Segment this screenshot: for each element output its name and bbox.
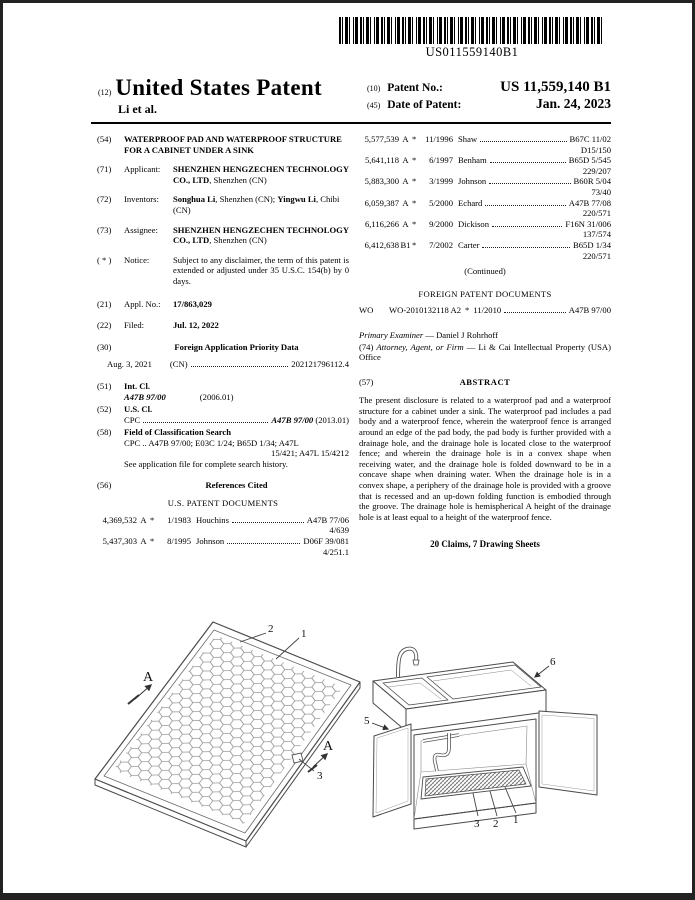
ref-r-star: * bbox=[412, 197, 417, 208]
field-51: (51) Int. Cl. A47B 97/00 (2006.01) bbox=[97, 380, 234, 402]
field-notice: ( * ) Notice: Subject to any disclaimer, the term of this patent is extended or adjusted under 35 U.S.C. 154(b) by 0 days. bbox=[97, 254, 349, 286]
page-sheet bbox=[3, 3, 692, 893]
invention-title: WATERPROOF PAD AND WATERPROOF STRUCTURE FOR A CABINET UNDER A SINK bbox=[124, 134, 342, 155]
right-door bbox=[539, 711, 597, 795]
field-71: (71) Applicant: SHENZHEN HENGZECHEN TECHNOLOGY CO., LTD, Shenzhen (CN) bbox=[97, 164, 349, 185]
pad-label-a2: A bbox=[323, 739, 334, 754]
ref-subclass: 220/571 bbox=[582, 250, 611, 261]
ref-r-name: Carter bbox=[458, 239, 480, 250]
us-ref-row bbox=[97, 536, 349, 547]
header-rule bbox=[91, 122, 611, 124]
header-left bbox=[98, 75, 322, 117]
ref-r-date: 7/2002 bbox=[429, 239, 453, 250]
attorney-line: (74) Attorney, Agent, or Firm — Li & Cai Intellectual Property (USA) Office bbox=[359, 341, 611, 363]
dotted-leader bbox=[482, 240, 570, 248]
us-ref-row bbox=[359, 176, 611, 187]
ref-r-date: 11/1996 bbox=[425, 134, 453, 144]
ref-r-kind: A bbox=[140, 536, 147, 547]
dotted-leader bbox=[492, 219, 562, 227]
date-value: Jan. 24, 2023 bbox=[535, 96, 611, 111]
abstract-title: ABSTRACT bbox=[459, 376, 511, 387]
foreign-ref-row: WO WO-2010132118 A2 * 11/2010 A47B 97/00 bbox=[359, 305, 611, 316]
ref-class: A47B 77/06 bbox=[306, 514, 349, 525]
ref-r-name: Benham bbox=[458, 155, 487, 166]
ref-class: B60R 5/04 bbox=[573, 176, 611, 187]
us-ref-row bbox=[97, 515, 349, 526]
ref-class: A47B 77/08 bbox=[568, 197, 611, 208]
figure-waterproof-pad bbox=[83, 617, 365, 859]
section-tick-a1 bbox=[128, 695, 139, 704]
ref-r-star: * bbox=[150, 536, 155, 547]
patent-no-label: (10) Patent No.: bbox=[367, 82, 443, 94]
ref-r-name: Shaw bbox=[458, 134, 478, 144]
leader-6 bbox=[535, 666, 549, 677]
ref-subclass: D15/150 bbox=[580, 144, 611, 155]
ref-r-kind: A bbox=[140, 514, 147, 525]
us-patent-docs-header: U.S. PATENT DOCUMENTS bbox=[167, 498, 279, 509]
date-label: (45) Date of Patent: bbox=[367, 99, 462, 111]
us-ref-row bbox=[359, 134, 611, 145]
ref-r-num: 5,883,300 bbox=[364, 176, 399, 187]
barcode-number: US011559140B1 bbox=[425, 45, 519, 59]
field-54: (54) WATERPROOF PAD AND WATERPROOF STRUCTURE FOR A CABINET UNDER A SINK bbox=[97, 134, 349, 155]
dotted-leader bbox=[232, 515, 304, 523]
dotted-leader bbox=[480, 134, 566, 142]
barcode bbox=[339, 17, 605, 44]
field-56: (56) References Cited bbox=[97, 480, 349, 491]
field-58: (58) Field of Classification Search CPC .. A47B 97/00; E03C 1/24; B65D 1/34; A47L 15/421; A47L 15/4212 See application file for complete search history. bbox=[97, 427, 349, 470]
section-tick-a2 bbox=[308, 765, 317, 772]
field-72: (72) Inventors: Songhua Li, Shenzhen (CN); Yingwu Li, Chibi (CN) bbox=[97, 194, 349, 215]
cabinet-label-5: 5 bbox=[364, 715, 370, 727]
us-ref-row bbox=[359, 198, 611, 209]
examiner-line: Primary Examiner — Daniel J Rohrhoff bbox=[359, 329, 498, 340]
notice-text: Subject to any disclaimer, the term of this patent is extended or adjusted under 35 U.S.C. 154(b) by 0 days. bbox=[173, 254, 349, 286]
ref-r-num: 6,412,638 bbox=[364, 239, 399, 250]
ref-r-star: * bbox=[412, 176, 417, 187]
us-ref-row bbox=[359, 219, 611, 230]
priority-header: Foreign Application Priority Data bbox=[174, 341, 299, 352]
ref-subclass: 229/207 bbox=[582, 165, 611, 176]
right-column bbox=[359, 134, 611, 550]
filed-date: Jul. 12, 2022 bbox=[173, 320, 219, 331]
dotted-leader bbox=[504, 305, 566, 313]
ref-class: B65D 5/545 bbox=[568, 155, 611, 166]
ref-r-name: Dickison bbox=[458, 218, 490, 229]
us-ref-row bbox=[359, 240, 611, 251]
ref-r-star: * bbox=[412, 239, 417, 250]
dotted-leader bbox=[191, 359, 289, 367]
leader-5 bbox=[372, 723, 388, 729]
field-22: (22) Filed: Jul. 12, 2022 bbox=[97, 320, 349, 331]
priority-row: Aug. 3, 2021 (CN) 202121796112.4 bbox=[107, 359, 349, 370]
pad-label-3: 3 bbox=[317, 770, 323, 782]
ref-r-num: 6,116,266 bbox=[364, 218, 399, 229]
cabinet-label-3: 3 bbox=[474, 818, 480, 830]
ref-r-kind: B1 bbox=[400, 239, 411, 250]
field-73: (73) Assignee: SHENZHEN HENGZECHEN TECHNOLOGY CO., LTD, Shenzhen (CN) bbox=[97, 224, 349, 246]
dotted-leader bbox=[485, 198, 565, 206]
dotted-leader bbox=[143, 415, 268, 423]
left-door bbox=[373, 724, 411, 817]
us-refs-right bbox=[359, 134, 611, 261]
ref-r-kind: A bbox=[402, 197, 409, 208]
left-column bbox=[97, 134, 349, 557]
ref-class: D06F 39/081 bbox=[303, 536, 349, 547]
ref-r-num: 5,641,118 bbox=[364, 155, 399, 166]
ref-class: B67C 11/02 bbox=[569, 134, 611, 144]
ref-r-date: 8/1995 bbox=[167, 536, 191, 547]
cabinet-drawing bbox=[361, 631, 623, 866]
claims-line: 20 Claims, 7 Drawing Sheets bbox=[430, 539, 540, 550]
ref-subclass: 4/639 bbox=[329, 525, 349, 536]
header-right bbox=[367, 79, 611, 112]
ref-r-kind: A bbox=[402, 155, 409, 166]
cabinet-label-2: 2 bbox=[493, 818, 499, 830]
abstract-text: The present disclosure is related to a waterproof pad and a waterproof structure for a cabinet under a sink. The waterproof pad includes a pad body and a waterproof fence, wherein the waterproof fence is arranged around an edge of the pad body, the pad body is further provided with a drainage hole, and the drainage hole is located close to the waterproof fence; and wherein the drainage hole is in a convex shape when receiving water, and the drainage hole is folded downward to be in a concave shape when draining water. When the drainage hole is in a convex shape, a periphery of the drainage hole is provided with a groove that is recessed and an up-down folding function is embodied through the groove. The drainage hole is hemispherical A height of the drainage hole is at least equal to a height of the waterproof fence. bbox=[359, 395, 611, 522]
applicant: SHENZHEN HENGZECHEN TECHNOLOGY CO., LTD, Shenzhen (CN) bbox=[173, 164, 349, 185]
ref-r-date: 9/2000 bbox=[429, 218, 453, 229]
ref-r-num: 4,369,532 bbox=[102, 514, 137, 525]
ref-r-star: * bbox=[412, 155, 417, 166]
ref-r-num: 5,577,539 bbox=[364, 134, 399, 144]
ref-r-kind: A bbox=[402, 134, 409, 144]
ref-r-num: 5,437,303 bbox=[102, 536, 137, 547]
inventors: Songhua Li, Shenzhen (CN); Yingwu Li, Chibi (CN) bbox=[173, 194, 340, 215]
kind-code-12: (12) bbox=[98, 88, 112, 97]
foreign-docs-header: FOREIGN PATENT DOCUMENTS bbox=[418, 288, 552, 299]
pad-drawing bbox=[83, 617, 365, 859]
ref-r-date: 1/1983 bbox=[167, 514, 191, 525]
section-arrow-a2 bbox=[313, 754, 327, 767]
ref-r-name: Echard bbox=[458, 197, 483, 208]
patent-no-value: US 11,559,140 B1 bbox=[500, 79, 611, 95]
leader-1 bbox=[505, 787, 516, 813]
ref-class: F16N 31/006 bbox=[565, 218, 611, 229]
pipe-horizontal-core bbox=[423, 735, 459, 741]
ref-r-kind: A bbox=[402, 176, 409, 187]
ref-r-name: Houchins bbox=[196, 514, 229, 525]
leader-3 bbox=[473, 793, 478, 816]
figure-sink-cabinet bbox=[361, 631, 623, 866]
ref-r-star: * bbox=[412, 218, 417, 229]
dotted-leader bbox=[489, 176, 570, 184]
us-refs-left bbox=[97, 515, 349, 557]
dotted-leader bbox=[227, 536, 300, 544]
references-title: References Cited bbox=[205, 479, 268, 490]
continued-note: (Continued) bbox=[464, 266, 506, 277]
faucet-spout bbox=[413, 660, 419, 665]
ref-subclass: 73/40 bbox=[591, 186, 611, 197]
appl-no: 17/863,029 bbox=[173, 298, 212, 309]
cabinet-label-6: 6 bbox=[550, 656, 556, 668]
field-52: (52) U.S. Cl. CPC A47B 97/00 (2013.01) bbox=[97, 404, 349, 425]
leader-2 bbox=[490, 791, 497, 816]
ref-r-name: Johnson bbox=[196, 536, 225, 547]
ref-r-date: 6/1997 bbox=[429, 155, 453, 166]
ref-subclass: 4/251.1 bbox=[322, 546, 349, 557]
page-title: United States Patent bbox=[115, 75, 322, 100]
pad-label-1: 1 bbox=[301, 628, 307, 640]
ref-r-date: 3/1999 bbox=[429, 176, 453, 187]
ref-r-name: Johnson bbox=[458, 176, 487, 187]
pad-hatched bbox=[425, 770, 526, 796]
ref-class: B65D 1/34 bbox=[573, 239, 611, 250]
ref-r-star: * bbox=[150, 514, 155, 525]
field-21: (21) Appl. No.: 17/863,029 bbox=[97, 299, 349, 310]
drainage-hole-detail bbox=[292, 753, 303, 763]
ref-r-num: 6,059,387 bbox=[364, 197, 399, 208]
pad-label-a1: A bbox=[143, 670, 154, 685]
ref-r-kind: A bbox=[402, 218, 409, 229]
us-ref-row bbox=[359, 155, 611, 166]
ref-subclass: 137/574 bbox=[582, 229, 611, 240]
assignee: SHENZHEN HENGZECHEN TECHNOLOGY CO., LTD, Shenzhen (CN) bbox=[173, 224, 349, 246]
pad-label-2: 2 bbox=[268, 623, 274, 635]
inventor-short: Li et al. bbox=[118, 102, 157, 116]
ref-subclass: 220/571 bbox=[582, 208, 611, 219]
ref-r-date: 5/2000 bbox=[429, 197, 453, 208]
field-30: (30) Foreign Application Priority Data bbox=[97, 342, 349, 353]
dotted-leader bbox=[490, 155, 566, 163]
cabinet-label-1: 1 bbox=[513, 814, 519, 826]
ref-r-star: * bbox=[412, 134, 417, 144]
abstract-header: (57) ABSTRACT bbox=[359, 377, 611, 388]
